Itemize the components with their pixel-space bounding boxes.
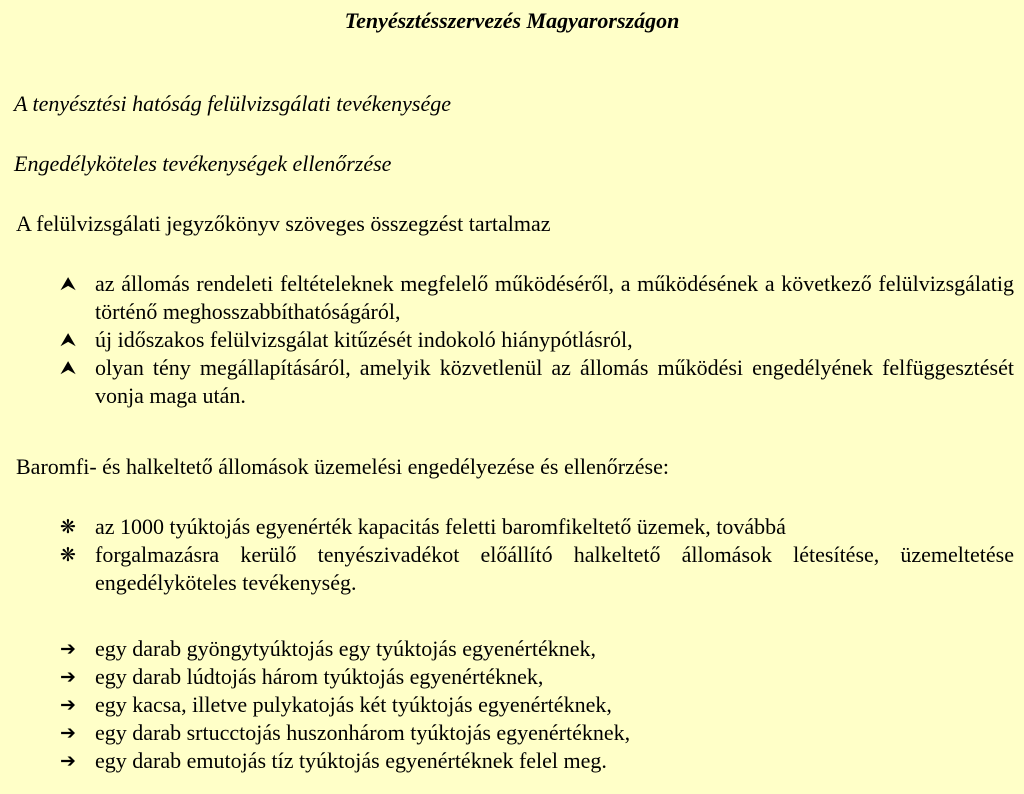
arrow-right-icon: ➔ [60, 666, 76, 688]
licensing-list [60, 513, 1014, 597]
list-item-text: egy darab lúdtojás három tyúktojás egyenértéknek, [95, 664, 544, 689]
list-item [60, 719, 1014, 747]
list-item-text: egy darab emutojás tíz tyúktojás egyenértéknek felel meg. [95, 748, 607, 773]
chevron-bullet-icon: ⮝ [60, 357, 77, 379]
egg-equivalence-list [60, 635, 1014, 775]
paragraph-hatchery-licensing: Baromfi- és halkeltető állomások üzemelési engedélyezése és ellenőrzése: [16, 454, 669, 479]
list-item-text: egy darab srtucctojás huszonhárom tyúktojás egyenértéknek, [95, 720, 631, 745]
arrow-right-icon: ➔ [60, 638, 76, 660]
list-item [60, 326, 1014, 354]
list-item-text: egy darab gyöngytyúktojás egy tyúktojás egyenértéknek, [95, 636, 596, 661]
list-item [60, 513, 1014, 541]
page-title: Tenyésztésszervezés Magyarországon [344, 8, 680, 33]
subtitle-review-activity: A tenyésztési hatóság felülvizsgálati tevékenysége [14, 91, 452, 116]
list-item-text: olyan tény megállapításáról, amelyik közvetlenül az állomás működési engedélyének felfüggesztését vonja maga után. [95, 355, 1014, 408]
arrow-right-icon: ➔ [60, 722, 76, 744]
snowflake-bullet-icon: ❋ [60, 544, 76, 566]
report-contents-list [60, 270, 1014, 410]
list-item [60, 691, 1014, 719]
list-item [60, 541, 1014, 597]
chevron-bullet-icon: ⮝ [60, 329, 77, 351]
list-item [60, 635, 1014, 663]
list-item [60, 270, 1014, 326]
chevron-bullet-icon: ⮝ [60, 273, 77, 295]
list-item-text: az állomás rendeleti feltételeknek megfelelő működéséről, a működésének a következő felülvizsgálatig történő meghosszabbíthatóságáról, [95, 271, 1014, 324]
paragraph-report-summary: A felülvizsgálati jegyzőkönyv szöveges összegzést tartalmaz [16, 211, 551, 236]
list-item-text: egy kacsa, illetve pulykatojás két tyúktojás egyenértéknek, [95, 692, 612, 717]
list-item-text: az 1000 tyúktojás egyenérték kapacitás feletti baromfikeltető üzemek, továbbá [95, 514, 786, 539]
arrow-right-icon: ➔ [60, 750, 76, 772]
list-item [60, 663, 1014, 691]
arrow-right-icon: ➔ [60, 694, 76, 716]
list-item [60, 354, 1014, 410]
subtitle-licensed-activities: Engedélyköteles tevékenységek ellenőrzése [14, 151, 392, 176]
snowflake-bullet-icon: ❋ [60, 516, 76, 538]
list-item-text: forgalmazásra kerülő tenyészivadékot előállító halkeltető állomások létesítése, üzemeltetése engedélyköteles tevékenység. [95, 542, 1014, 595]
list-item-text: új időszakos felülvizsgálat kitűzését indokoló hiánypótlásról, [95, 327, 633, 352]
list-item [60, 747, 1014, 775]
